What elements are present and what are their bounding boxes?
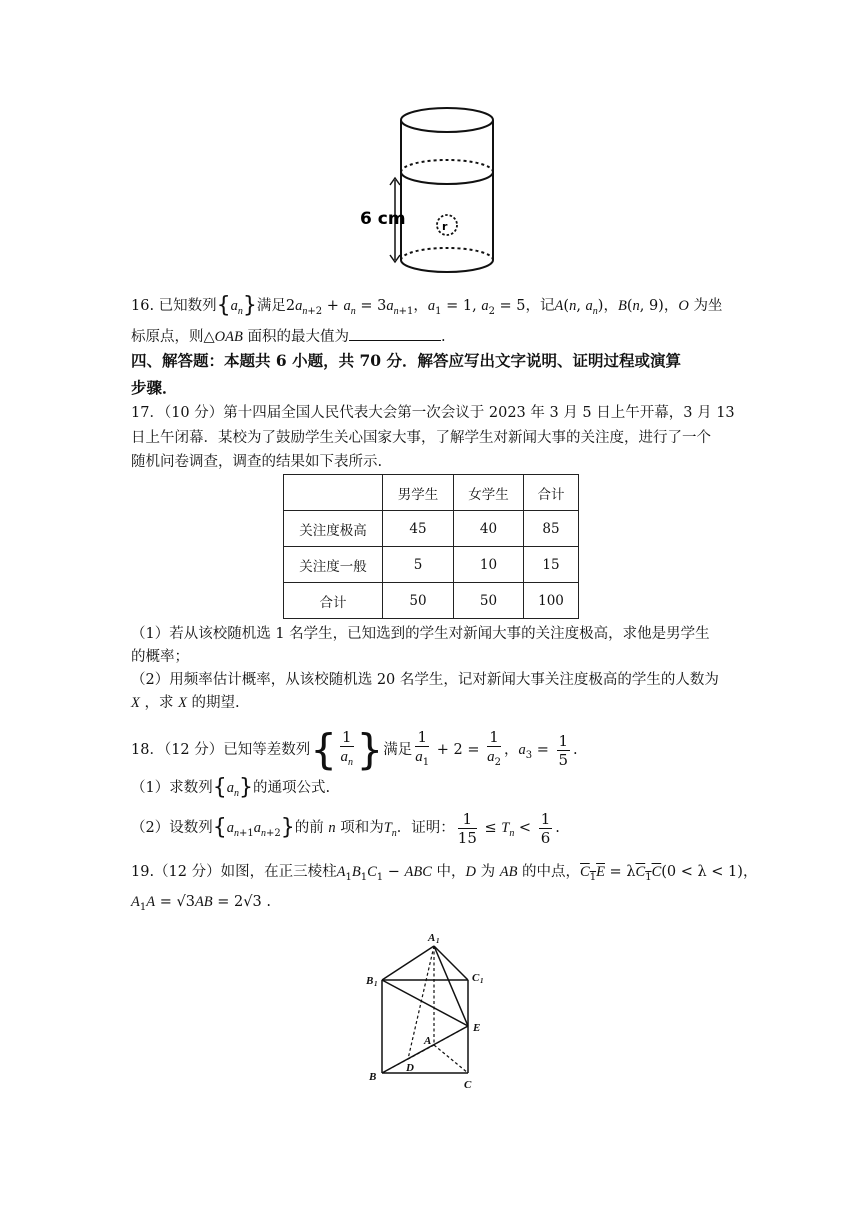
table-row bbox=[284, 475, 579, 511]
table-cell: 男学生 bbox=[383, 475, 454, 511]
q18-text: （2）设数列 bbox=[131, 820, 213, 836]
section4-heading-line1: 四、解答题：本题共 6 小题，共 70 分．解答应写出文字说明、证明过程或演算 bbox=[131, 351, 681, 370]
q16-text: 16. 已知数列 bbox=[131, 298, 217, 314]
svg-text:r: r bbox=[442, 220, 448, 233]
table-cell: 15 bbox=[524, 547, 579, 583]
q17-line3: 随机问卷调查，调查的结果如下表所示. bbox=[131, 454, 383, 470]
q17-sub1-line1: （1）若从该校随机选 1 名学生，已知选到的学生对新闻大事的关注度极高，求他是男学生 bbox=[131, 626, 710, 642]
q19-text: 为 bbox=[480, 864, 496, 880]
prism-figure bbox=[360, 928, 500, 1093]
q16-text: ， bbox=[413, 298, 428, 314]
svg-text:1: 1 bbox=[436, 937, 440, 945]
svg-text:1: 1 bbox=[480, 977, 484, 985]
q19-text: 的中点， bbox=[522, 864, 581, 880]
table-cell: 50 bbox=[383, 583, 454, 619]
q17-sub2-line1: （2）用频率估计概率，从该校随机选 20 名学生，记对新闻大事关注度极高的学生的人数为 bbox=[131, 672, 719, 688]
q19-line1: 19.（12 分）如图，在正三棱柱$A_1B_1C_1$ − ABC 中，D 为 AB 的中点，$C_1E = \lambda C_1C(0 < \lambda < 1)$， bbox=[131, 864, 758, 883]
q17-line2: 日上午闭幕．某校为了鼓励学生关心国家大事，了解学生对新闻大事的关注度，进行了一个 bbox=[131, 430, 711, 446]
table-cell: 45 bbox=[383, 511, 454, 547]
cylinder-figure bbox=[355, 100, 505, 285]
svg-text:1: 1 bbox=[374, 980, 378, 988]
survey-table bbox=[283, 474, 579, 619]
q18-text: （1）求数列 bbox=[131, 780, 213, 796]
q18-text: 18．（12 分）已知等差数列 bbox=[131, 742, 311, 758]
svg-text:B: B bbox=[366, 975, 374, 987]
table-cell: 合计 bbox=[284, 583, 383, 619]
q18-text: ．证明： bbox=[396, 820, 455, 836]
q17-line1: 17．（10 分）第十四届全国人民代表大会第一次会议于 2023 年 3 月 5 日上午开幕，3 月 13 bbox=[131, 405, 735, 421]
q18-sub2: （2）设数列$\{a_{n+1}a_{n+2}\}$的前 n 项和为$T_n$．证明： $\frac{1}{15}$ ≤ $T_n$ < $\frac{1}{6}$ . bbox=[131, 809, 560, 847]
q19-text: 19.（12 分）如图，在正三棱柱 bbox=[131, 864, 337, 880]
table-cell: 100 bbox=[524, 583, 579, 619]
q19-text: 中， bbox=[436, 864, 466, 880]
q16-text: ， bbox=[663, 298, 679, 314]
q16-text: . bbox=[440, 329, 446, 345]
q16-text: 面积的最大值为 bbox=[247, 329, 349, 345]
q16-line2: 标原点，则△OAB 面积的最大值为 . bbox=[131, 326, 446, 347]
q18-text: ， bbox=[504, 742, 519, 758]
table-row bbox=[284, 583, 579, 619]
table-row bbox=[284, 511, 579, 547]
table-cell bbox=[284, 475, 383, 511]
q18-text: 的前 bbox=[294, 820, 324, 836]
height-label: 6 cm bbox=[360, 209, 406, 229]
q19-text: ， bbox=[742, 864, 758, 880]
q16-text: ，记 bbox=[525, 298, 555, 314]
table-cell: 85 bbox=[524, 511, 579, 547]
q18-text: 的通项公式. bbox=[252, 780, 331, 796]
q16-text: 标原点，则 bbox=[131, 329, 204, 345]
q16-text: ， bbox=[603, 298, 618, 314]
svg-text:A: A bbox=[428, 932, 436, 944]
q17-text: 的期望. bbox=[191, 695, 240, 711]
section4-heading-line2: 步骤． bbox=[131, 378, 178, 397]
answer-blank[interactable] bbox=[349, 326, 441, 341]
table-cell: 10 bbox=[454, 547, 524, 583]
svg-text:D: D bbox=[406, 1062, 414, 1074]
svg-text:A: A bbox=[424, 1035, 432, 1047]
table-cell: 女学生 bbox=[454, 475, 524, 511]
q18-text: 满足 bbox=[383, 742, 413, 758]
q18-text: 项和为 bbox=[340, 820, 384, 836]
q17-text: ，求 bbox=[144, 695, 174, 711]
q19-line2: $A_1A = √3AB = 2√3$ . bbox=[131, 894, 271, 913]
table-cell: 40 bbox=[454, 511, 524, 547]
q16-text: 满足 bbox=[256, 298, 286, 314]
table-cell: 合计 bbox=[524, 475, 579, 511]
table-row bbox=[284, 547, 579, 583]
q16-line1: 16. 已知数列$\{a_n\}$满足$2a_{n+2} + a_n = 3a_{n+1}$，$a_1 = 1$, $a_2 = 5$，记A(n, $a_n$)，B(n, 9)，O 为坐 bbox=[131, 293, 723, 318]
q16-text: 为坐 bbox=[693, 298, 723, 314]
table-cell: 关注度极高 bbox=[284, 511, 383, 547]
svg-text:C: C bbox=[472, 972, 480, 984]
q18-line1: 18．（12 分）已知等差数列{ $\frac{1}{a_n}$ }满足 $\frac{1}{a_1}$ + 2 = $\frac{1}{a_2}$ ，$a_3$ = $\frac{1}{5}$ . bbox=[131, 725, 578, 774]
svg-text:E: E bbox=[473, 1022, 481, 1034]
svg-text:C: C bbox=[464, 1079, 472, 1091]
q17-sub1-line2: 的概率； bbox=[131, 649, 189, 665]
table-cell: 5 bbox=[383, 547, 454, 583]
q17-sub2-line2: X ，求 X 的期望. bbox=[131, 695, 240, 711]
table-cell: 50 bbox=[454, 583, 524, 619]
table-cell: 关注度一般 bbox=[284, 547, 383, 583]
q18-sub1: （1）求数列$\{a_n\}$的通项公式. bbox=[131, 775, 331, 800]
svg-text:B: B bbox=[369, 1071, 377, 1083]
